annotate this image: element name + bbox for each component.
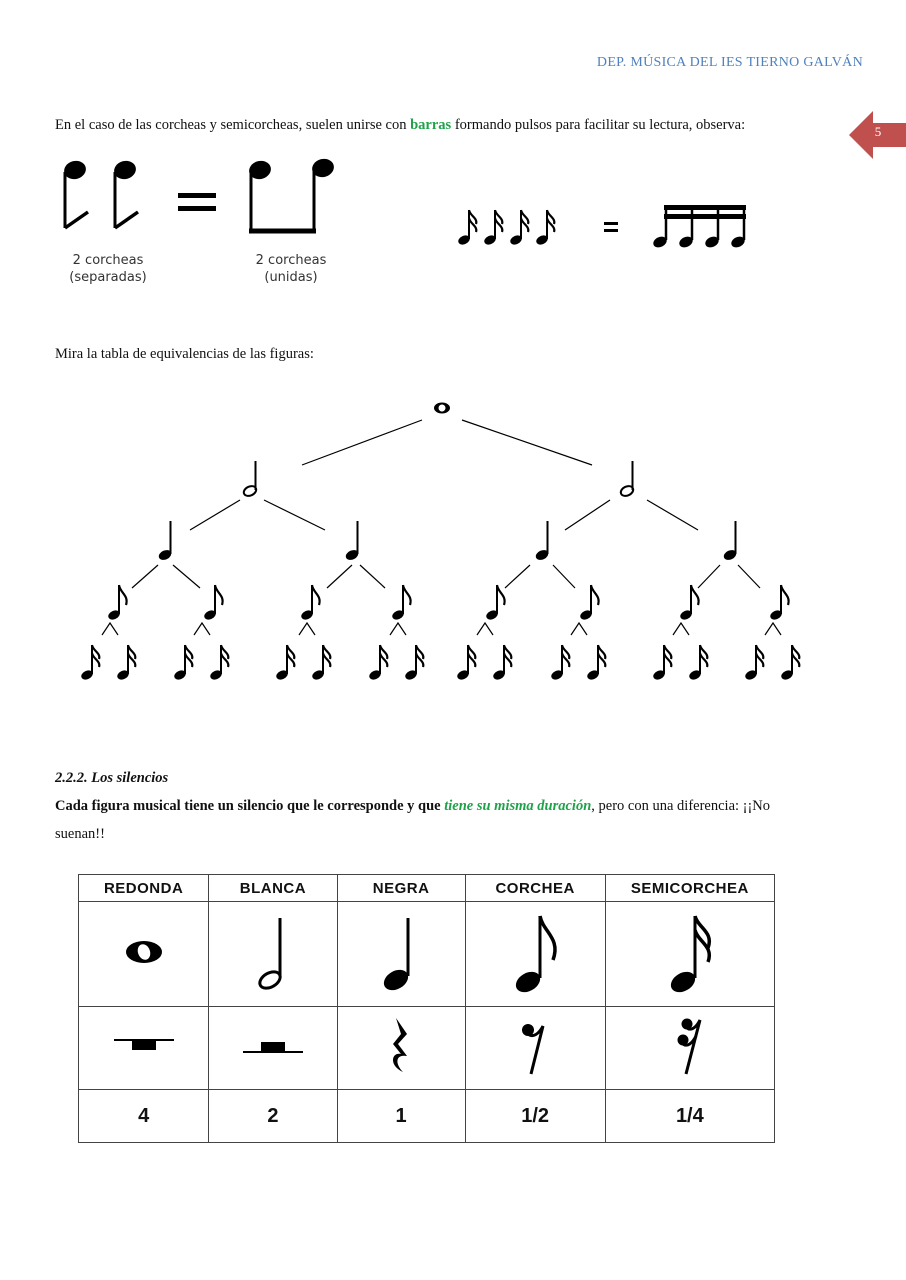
header-blanca: BLANCA bbox=[209, 875, 337, 902]
blanca-rest-cell bbox=[209, 1007, 337, 1090]
equivalence-intro: Mira la tabla de equivalencias de las figuras: bbox=[55, 346, 314, 362]
silencios-text-line2: suenan!! bbox=[55, 826, 105, 842]
corcheas-unidas-sublabel: (unidas) bbox=[264, 270, 318, 285]
sixteenth-rest-icon bbox=[670, 1014, 710, 1078]
intro-paragraph bbox=[55, 111, 845, 139]
quarter-rest-icon bbox=[381, 1014, 421, 1078]
whole-rest-icon bbox=[104, 1026, 184, 1066]
semicorchea-value: 1/4 bbox=[605, 1090, 774, 1143]
negra-value: 1 bbox=[337, 1090, 465, 1143]
negra-cell bbox=[337, 902, 465, 1007]
intro-highlight: barras bbox=[410, 117, 452, 133]
header-negra: NEGRA bbox=[337, 875, 465, 902]
corchea-cell bbox=[465, 902, 605, 1007]
whole-note-icon bbox=[114, 922, 174, 982]
eighth-rest-icon bbox=[515, 1014, 555, 1078]
semicorcheas-notes-drawing bbox=[452, 196, 782, 258]
redonda-cell bbox=[79, 902, 209, 1007]
redonda-value: 4 bbox=[79, 1090, 209, 1143]
half-rest-icon bbox=[233, 1026, 313, 1066]
corcheas-notes-drawing bbox=[58, 148, 358, 253]
corcheas-unidas-label: 2 corcheas bbox=[255, 253, 327, 268]
semicorcheas-figure bbox=[452, 196, 782, 258]
blanca-value: 2 bbox=[209, 1090, 337, 1143]
corcheas-separadas-label: 2 corcheas bbox=[72, 253, 144, 268]
sixteenth-note-icon bbox=[660, 910, 720, 994]
intro-text: En el caso de las corcheas y semicorcheas, suelen unirse con bbox=[55, 117, 411, 133]
equivalence-tree-figure bbox=[70, 395, 820, 690]
eighth-note-icon bbox=[505, 910, 565, 994]
rests-row bbox=[79, 1007, 775, 1090]
corchea-value: 1/2 bbox=[465, 1090, 605, 1143]
silencios-paragraph bbox=[55, 792, 855, 848]
header-semicorchea: SEMICORCHEA bbox=[605, 875, 774, 902]
redonda-rest-cell bbox=[79, 1007, 209, 1090]
corchea-rest-cell bbox=[465, 1007, 605, 1090]
rests-table-header-row bbox=[79, 875, 775, 902]
section-title: 2.2.2. Los silencios bbox=[55, 770, 169, 786]
header-redonda: REDONDA bbox=[79, 875, 209, 902]
note-figures-row bbox=[79, 902, 775, 1007]
intro-text-end: formando pulsos para facilitar su lectura, observa: bbox=[451, 117, 746, 133]
silencios-green-text: tiene su misma duración bbox=[444, 798, 592, 814]
corcheas-separadas-sublabel: (separadas) bbox=[69, 270, 147, 285]
corcheas-figure bbox=[58, 148, 358, 300]
silencios-text-end: , pero con una diferencia: ¡¡No bbox=[591, 798, 771, 814]
half-note-icon bbox=[243, 910, 303, 994]
header-corchea: CORCHEA bbox=[465, 875, 605, 902]
silencios-bold-text: Cada figura musical tiene un silencio que le corresponde y que bbox=[55, 798, 441, 814]
quarter-note-icon bbox=[371, 910, 431, 994]
values-row bbox=[79, 1090, 775, 1143]
semicorchea-cell bbox=[605, 902, 774, 1007]
blanca-cell bbox=[209, 902, 337, 1007]
equivalence-tree-drawing bbox=[70, 395, 820, 690]
semicorchea-rest-cell bbox=[605, 1007, 774, 1090]
page-number: 5 bbox=[874, 124, 882, 139]
rests-table bbox=[78, 874, 775, 1143]
negra-rest-cell bbox=[337, 1007, 465, 1090]
page-header: DEP. MÚSICA DEL IES TIERNO GALVÁN bbox=[596, 55, 863, 70]
